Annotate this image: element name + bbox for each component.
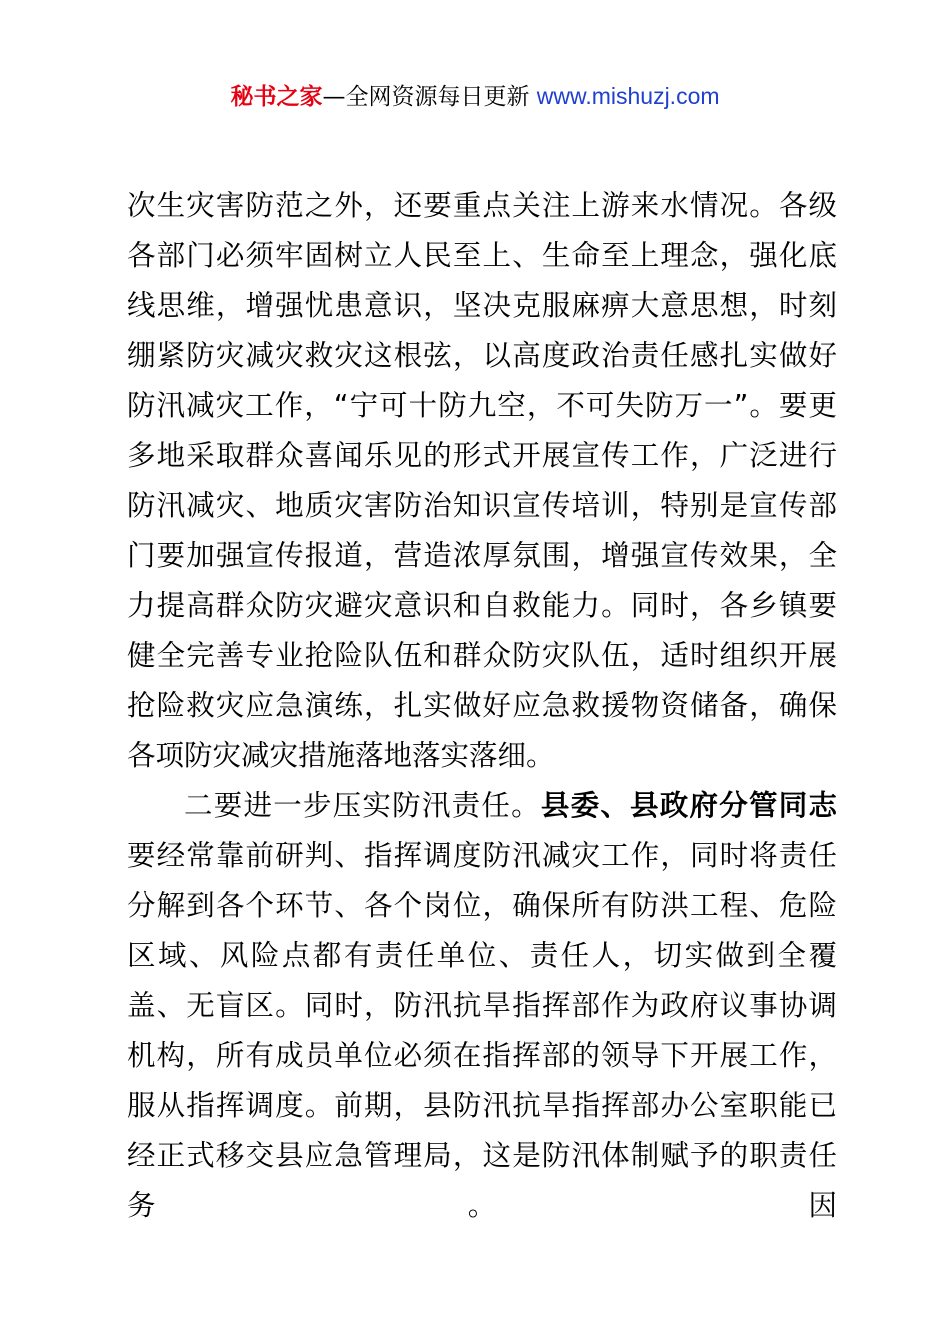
paragraph-2 xyxy=(127,781,837,1231)
paragraph-1: 次生灾害防范之外，还要重点关注上游来水情况。各级各部门必须牢固树立人民至上、生命至上理念，强化底线思维，增强忧患意识，坚决克服麻痹大意思想，时刻绷紧防灾减灾救灾这根弦，以高度政治责任感扎实做好防汛减灾工作，“宁可十防九空，不可失防万一”。要更多地采取群众喜闻乐见的形式开展宣传工作，广泛进行防汛减灾、地质灾害防治知识宣传培训，特别是宣传部门要加强宣传报道，营造浓厚氛围，增强宣传效果，全力提高群众防灾避灾意识和自救能力。同时，各乡镇要健全完善专业抢险队伍和群众防灾队伍，适时组织开展抢险救灾应急演练，扎实做好应急救援物资储备，确保各项防灾减灾措施落地落实落细。 xyxy=(127,189,837,772)
paragraph-2-bold: 县委、县政府分管同志 xyxy=(540,789,837,822)
paragraph-2-lead: 二要进一步压实防汛责任。 xyxy=(184,789,541,822)
paragraph-2-rest: 要经常靠前研判、指挥调度防汛减灾工作，同时将责任分解到各个环节、各个岗位，确保所有防洪工程、危险区域、风险点都有责任单位、责任人，切实做到全覆盖、无盲区。同时，防汛抗旱指挥部作为政府议事协调机构，所有成员单位必须在指挥部的领导下开展工作，服从指挥调度。前期，县防汛抗旱指挥部办公室职能已经正式移交县应急管理局，这是防汛体制赋予的职责任务。因 xyxy=(127,839,837,1222)
document-body xyxy=(127,181,837,1231)
brand-name: 秘书之家 xyxy=(230,84,323,110)
header-tagline: —全网资源每日更新 xyxy=(322,84,537,110)
page-header xyxy=(0,78,950,115)
site-url-link[interactable]: www.mishuzj.com xyxy=(536,83,720,109)
